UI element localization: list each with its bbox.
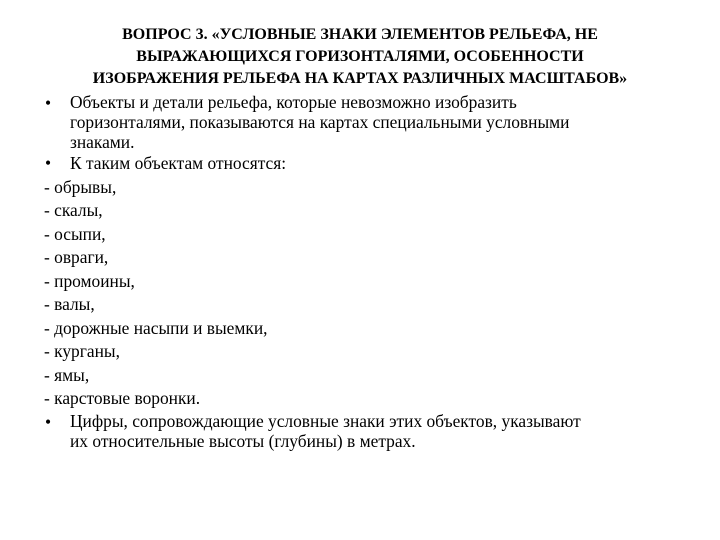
bullet-objects-intro: [42, 152, 702, 176]
bullet-icon: •: [45, 93, 52, 113]
list-item: - обрывы,: [44, 176, 117, 197]
bullet-numbers-note: [42, 411, 702, 451]
bullet-text-line: знаками.: [70, 132, 135, 152]
list-item: - овраги,: [44, 247, 109, 267]
list-item: - промоины,: [44, 270, 135, 291]
bullet-objects-description: [42, 92, 702, 152]
bullet-icon: •: [45, 153, 52, 173]
title-line: ВОПРОС 3. «УСЛОВНЫЕ ЗНАКИ ЭЛЕМЕНТОВ РЕЛЬЕФА, НЕ: [122, 26, 598, 43]
list-item: - курганы,: [44, 341, 120, 361]
slide-body: [42, 92, 702, 451]
bullet-text-line: К таким объектам относятся:: [70, 153, 287, 173]
list-item: - дорожные насыпи и выемки,: [44, 317, 268, 338]
bullet-text-line: Объекты и детали рельефа, которые невозможно изобразить: [70, 92, 517, 112]
list-item: - скалы,: [44, 200, 103, 220]
list-item: - ямы,: [44, 364, 90, 385]
title-line: ВЫРАЖАЮЩИХСЯ ГОРИЗОНТАЛЯМИ, ОСОБЕННОСТИ: [136, 48, 584, 65]
slide-title: [30, 24, 690, 90]
bullet-text-line: их относительные высоты (глубины) в метрах.: [70, 430, 416, 451]
bullet-icon: •: [45, 411, 52, 432]
bullet-text-line: Цифры, сопровождающие условные знаки этих объектов, указывают: [70, 410, 581, 431]
list-item: - валы,: [44, 294, 95, 314]
list-item: - карстовые воронки.: [44, 388, 201, 408]
bullet-text-line: горизонталями, показываются на картах специальными условными: [70, 112, 570, 132]
title-line: ИЗОБРАЖЕНИЯ РЕЛЬЕФА НА КАРТАХ РАЗЛИЧНЫХ МАСШТАБОВ»: [92, 70, 628, 87]
list-item: - осыпи,: [44, 223, 106, 244]
relief-objects-list: [42, 176, 702, 411]
